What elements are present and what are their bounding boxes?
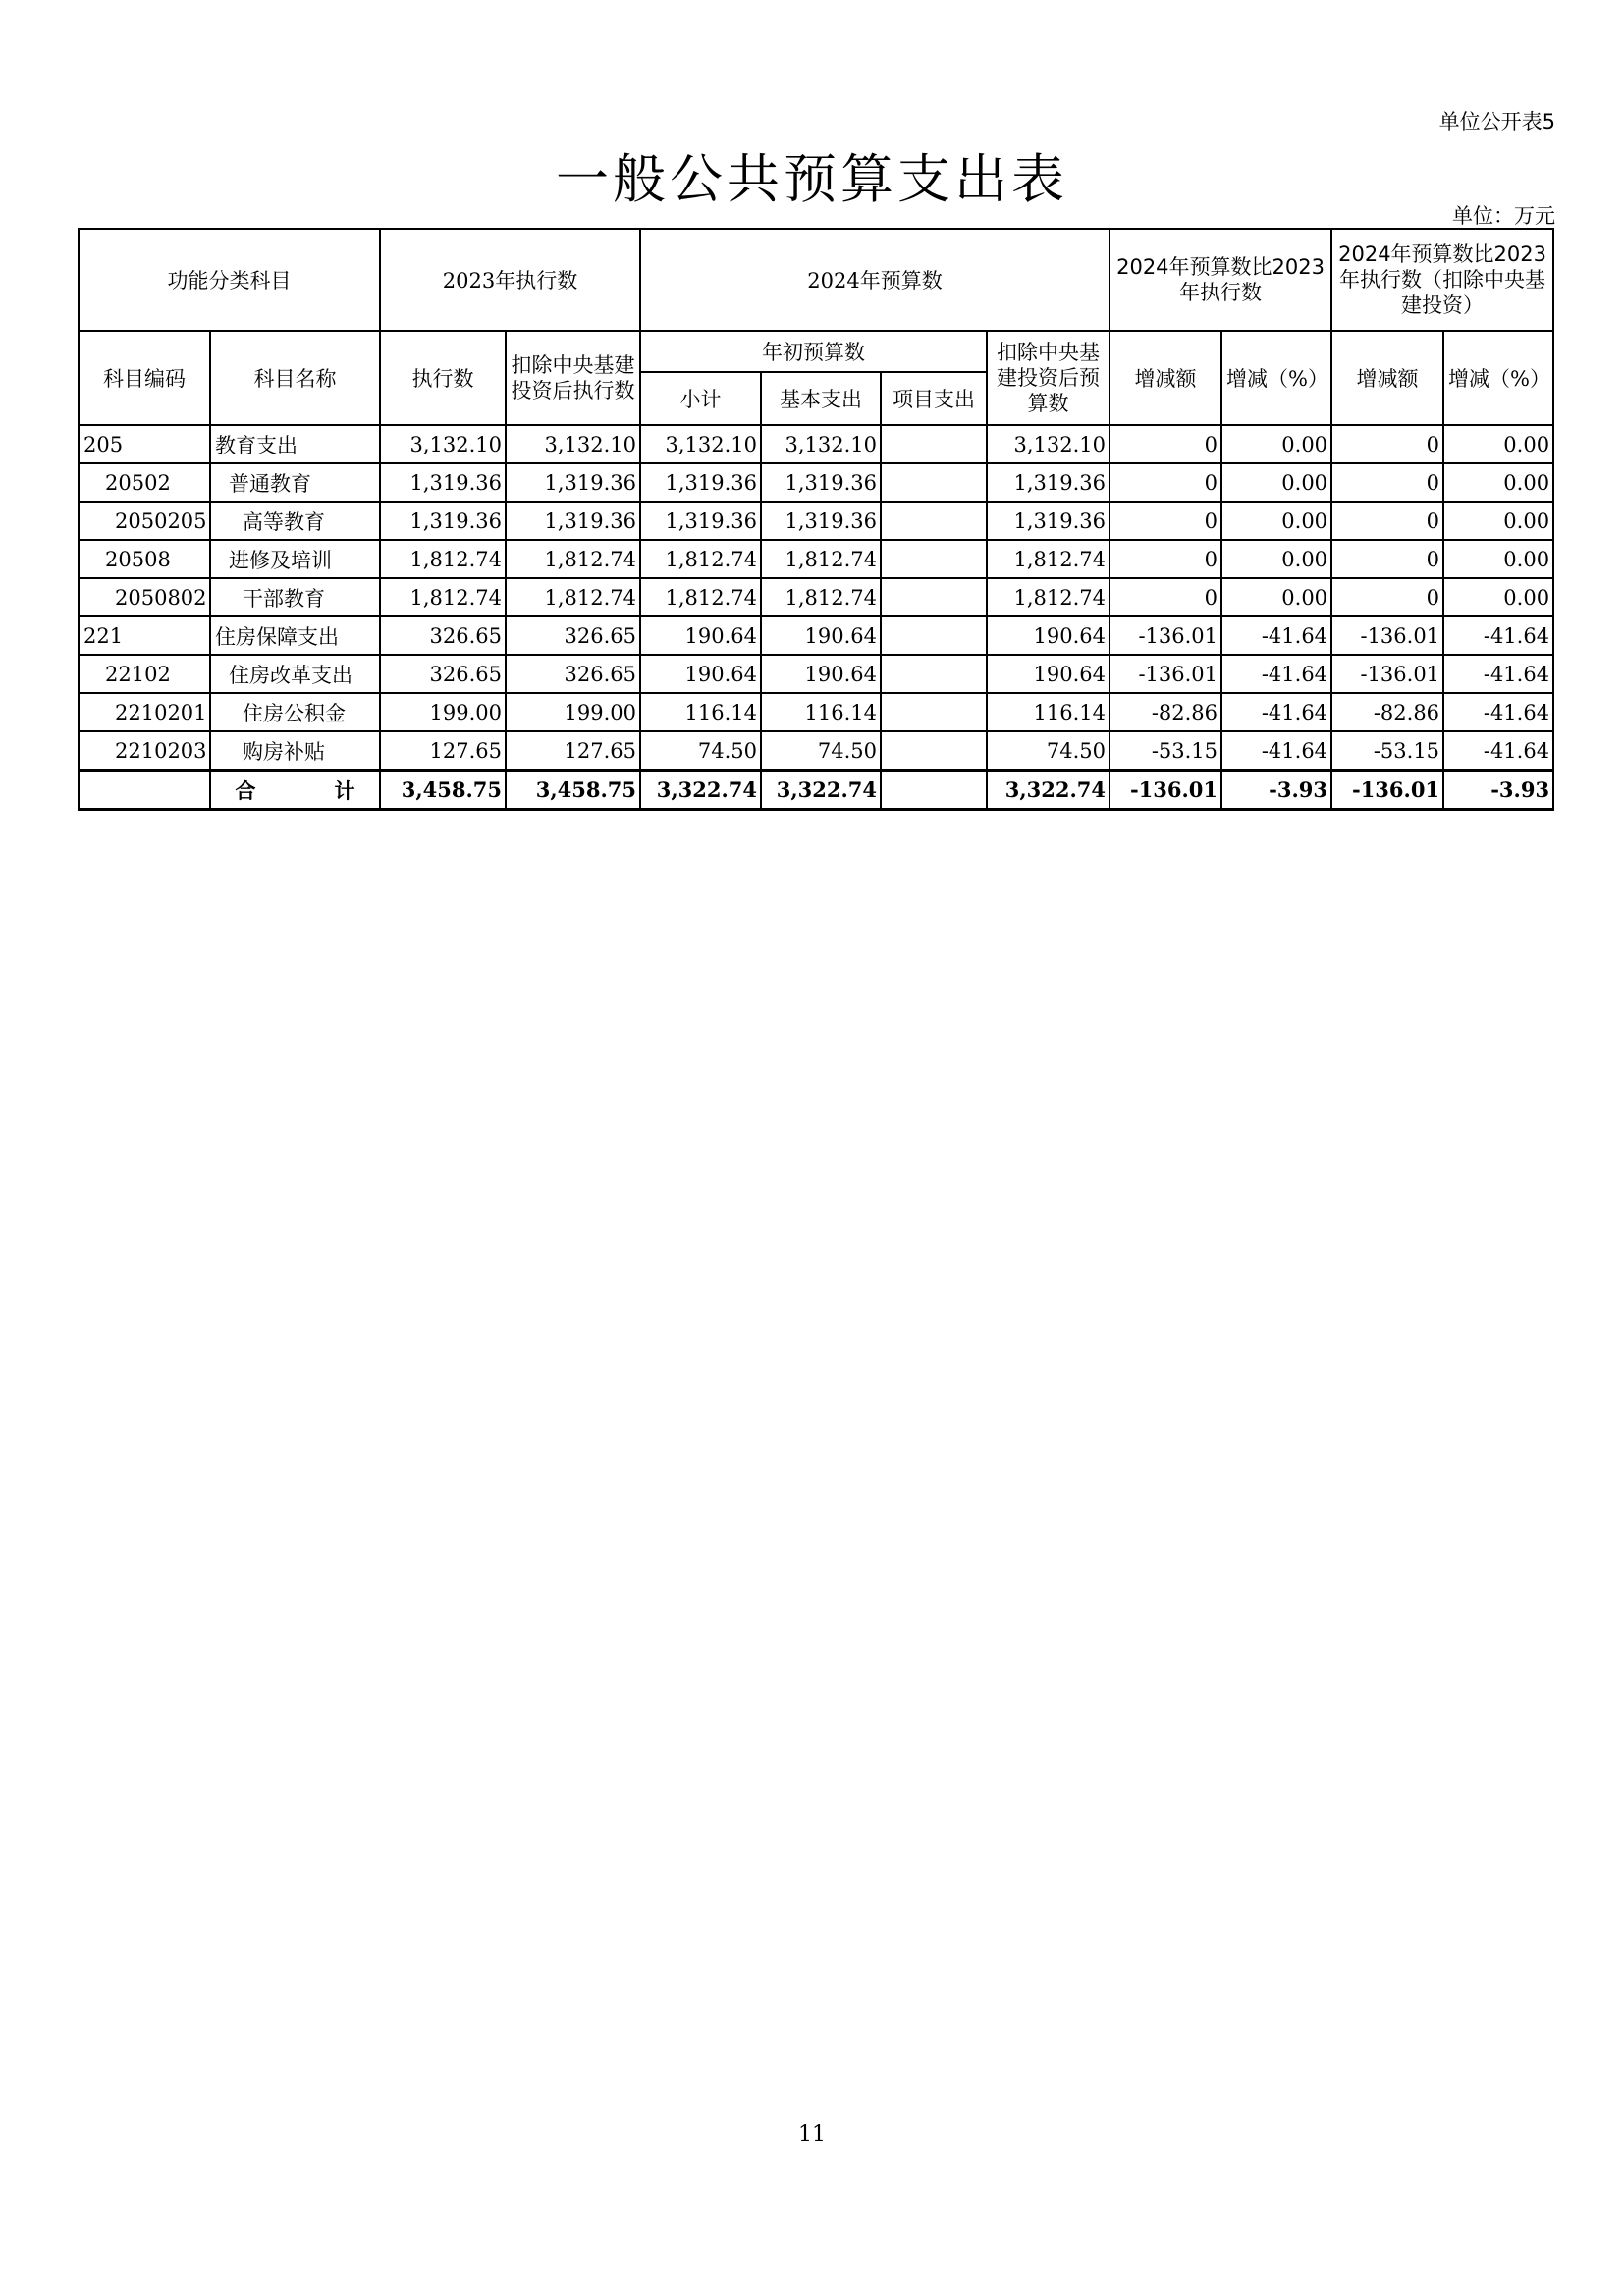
cell-chg-pct2: -41.64	[1443, 731, 1553, 771]
header-initial-budget: 年初预算数	[640, 331, 987, 372]
header-code: 科目编码	[79, 331, 210, 425]
cell-name: 普通教育	[210, 463, 380, 502]
table-row	[79, 693, 1553, 731]
total-chg-amt: -136.01	[1110, 771, 1221, 810]
cell-exec: 1,812.74	[380, 540, 506, 578]
header-func-class: 功能分类科目	[79, 229, 380, 331]
cell-chg-amt2: -136.01	[1331, 655, 1443, 693]
cell-code: 22102	[79, 655, 210, 693]
cell-chg-amt: 0	[1110, 463, 1221, 502]
cell-basic: 1,319.36	[761, 502, 881, 540]
header-exec-excl: 扣除中央基建投资后执行数	[506, 331, 640, 425]
total-chg-pct: -3.93	[1221, 771, 1331, 810]
cell-basic: 190.64	[761, 655, 881, 693]
cell-chg-amt2: -136.01	[1331, 616, 1443, 655]
cell-basic: 1,319.36	[761, 463, 881, 502]
cell-project	[881, 578, 987, 616]
total-budget-excl: 3,322.74	[987, 771, 1110, 810]
cell-chg-pct: 0.00	[1221, 578, 1331, 616]
table-row	[79, 578, 1553, 616]
cell-name: 住房改革支出	[210, 655, 380, 693]
cell-basic: 3,132.10	[761, 425, 881, 463]
budget-table	[78, 228, 1554, 811]
cell-chg-amt: -136.01	[1110, 616, 1221, 655]
cell-code: 2210203	[79, 731, 210, 771]
cell-budget-excl: 1,812.74	[987, 540, 1110, 578]
cell-code: 20508	[79, 540, 210, 578]
cell-basic: 1,812.74	[761, 578, 881, 616]
cell-chg-amt: 0	[1110, 425, 1221, 463]
cell-exec-excl: 199.00	[506, 693, 640, 731]
cell-budget-excl: 1,319.36	[987, 463, 1110, 502]
cell-chg-pct: -41.64	[1221, 655, 1331, 693]
page-number: 11	[798, 2122, 826, 2147]
cell-project	[881, 655, 987, 693]
unit-label: 单位：万元	[1452, 204, 1555, 228]
header-change-amount: 增减额	[1110, 331, 1221, 425]
header-exec: 执行数	[380, 331, 506, 425]
cell-project	[881, 693, 987, 731]
cell-chg-amt2: 0	[1331, 578, 1443, 616]
cell-exec: 326.65	[380, 655, 506, 693]
total-row	[79, 771, 1553, 810]
cell-chg-amt2: -82.86	[1331, 693, 1443, 731]
cell-chg-pct2: 0.00	[1443, 425, 1553, 463]
header-compare-exec: 2024年预算数比2023年执行数	[1110, 229, 1331, 331]
cell-project	[881, 540, 987, 578]
cell-basic: 74.50	[761, 731, 881, 771]
cell-exec-excl: 326.65	[506, 616, 640, 655]
cell-basic: 116.14	[761, 693, 881, 731]
cell-chg-amt2: 0	[1331, 540, 1443, 578]
cell-budget-excl: 1,319.36	[987, 502, 1110, 540]
cell-chg-amt2: 0	[1331, 463, 1443, 502]
cell-budget-excl: 190.64	[987, 655, 1110, 693]
cell-name: 教育支出	[210, 425, 380, 463]
cell-project	[881, 731, 987, 771]
header-project: 项目支出	[881, 372, 987, 425]
cell-subtotal: 190.64	[640, 655, 761, 693]
cell-code: 2210201	[79, 693, 210, 731]
cell-chg-pct2: 0.00	[1443, 540, 1553, 578]
cell-chg-pct2: -41.64	[1443, 655, 1553, 693]
cell-subtotal: 1,319.36	[640, 502, 761, 540]
total-label-b: 计	[334, 777, 355, 803]
total-project	[881, 771, 987, 810]
total-subtotal: 3,322.74	[640, 771, 761, 810]
cell-name: 住房公积金	[210, 693, 380, 731]
cell-chg-pct: -41.64	[1221, 616, 1331, 655]
cell-chg-amt: 0	[1110, 540, 1221, 578]
cell-code: 205	[79, 425, 210, 463]
table-row	[79, 731, 1553, 771]
header-budget-excl: 扣除中央基建投资后预算数	[987, 331, 1110, 425]
cell-basic: 190.64	[761, 616, 881, 655]
cell-code: 221	[79, 616, 210, 655]
cell-project	[881, 616, 987, 655]
cell-subtotal: 74.50	[640, 731, 761, 771]
total-basic: 3,322.74	[761, 771, 881, 810]
total-chg-amt2: -136.01	[1331, 771, 1443, 810]
cell-code: 2050205	[79, 502, 210, 540]
cell-chg-pct: 0.00	[1221, 425, 1331, 463]
cell-exec: 1,812.74	[380, 578, 506, 616]
cell-chg-pct: -41.64	[1221, 731, 1331, 771]
total-label-a: 合	[235, 777, 256, 803]
cell-chg-pct2: 0.00	[1443, 502, 1553, 540]
cell-exec-excl: 1,319.36	[506, 502, 640, 540]
cell-exec: 127.65	[380, 731, 506, 771]
cell-chg-pct2: -41.64	[1443, 693, 1553, 731]
cell-chg-amt2: -53.15	[1331, 731, 1443, 771]
cell-exec: 1,319.36	[380, 502, 506, 540]
header-exec-2023: 2023年执行数	[380, 229, 640, 331]
cell-subtotal: 190.64	[640, 616, 761, 655]
cell-budget-excl: 116.14	[987, 693, 1110, 731]
cell-subtotal: 1,812.74	[640, 578, 761, 616]
table-row	[79, 425, 1553, 463]
cell-budget-excl: 3,132.10	[987, 425, 1110, 463]
cell-basic: 1,812.74	[761, 540, 881, 578]
cell-subtotal: 1,812.74	[640, 540, 761, 578]
total-code-cell	[79, 771, 210, 810]
total-exec-excl: 3,458.75	[506, 771, 640, 810]
cell-chg-pct2: 0.00	[1443, 463, 1553, 502]
form-number: 单位公开表5	[1438, 110, 1555, 133]
cell-chg-pct: 0.00	[1221, 502, 1331, 540]
cell-name: 住房保障支出	[210, 616, 380, 655]
cell-chg-pct2: 0.00	[1443, 578, 1553, 616]
header-budget-2024: 2024年预算数	[640, 229, 1110, 331]
cell-exec-excl: 1,812.74	[506, 578, 640, 616]
cell-exec: 3,132.10	[380, 425, 506, 463]
cell-exec-excl: 127.65	[506, 731, 640, 771]
cell-exec: 1,319.36	[380, 463, 506, 502]
cell-exec: 199.00	[380, 693, 506, 731]
cell-name: 干部教育	[210, 578, 380, 616]
header-name: 科目名称	[210, 331, 380, 425]
cell-chg-pct: 0.00	[1221, 463, 1331, 502]
cell-chg-amt: -53.15	[1110, 731, 1221, 771]
cell-chg-amt: -82.86	[1110, 693, 1221, 731]
cell-project	[881, 425, 987, 463]
cell-exec-excl: 3,132.10	[506, 425, 640, 463]
cell-subtotal: 1,319.36	[640, 463, 761, 502]
cell-exec-excl: 1,319.36	[506, 463, 640, 502]
cell-chg-pct: -41.64	[1221, 693, 1331, 731]
cell-exec-excl: 1,812.74	[506, 540, 640, 578]
header-basic: 基本支出	[761, 372, 881, 425]
cell-code: 2050802	[79, 578, 210, 616]
total-chg-pct2: -3.93	[1443, 771, 1553, 810]
cell-exec-excl: 326.65	[506, 655, 640, 693]
cell-project	[881, 502, 987, 540]
cell-subtotal: 3,132.10	[640, 425, 761, 463]
cell-chg-amt2: 0	[1331, 425, 1443, 463]
page-title: 一般公共预算支出表	[556, 148, 1068, 210]
table-row	[79, 502, 1553, 540]
table-row	[79, 540, 1553, 578]
total-exec: 3,458.75	[380, 771, 506, 810]
total-label	[210, 771, 380, 810]
table-row	[79, 616, 1553, 655]
header-compare-exec-excl: 2024年预算数比2023年执行数（扣除中央基建投资）	[1331, 229, 1553, 331]
cell-name: 进修及培训	[210, 540, 380, 578]
table-row	[79, 463, 1553, 502]
cell-subtotal: 116.14	[640, 693, 761, 731]
cell-budget-excl: 1,812.74	[987, 578, 1110, 616]
cell-name: 高等教育	[210, 502, 380, 540]
cell-chg-amt: 0	[1110, 502, 1221, 540]
cell-name: 购房补贴	[210, 731, 380, 771]
table-row	[79, 655, 1553, 693]
cell-budget-excl: 74.50	[987, 731, 1110, 771]
cell-chg-amt: -136.01	[1110, 655, 1221, 693]
cell-code: 20502	[79, 463, 210, 502]
header-change-percent: 增减（%）	[1221, 331, 1331, 425]
cell-chg-amt2: 0	[1331, 502, 1443, 540]
header-subtotal: 小计	[640, 372, 761, 425]
header-change-percent-excl: 增减（%）	[1443, 331, 1553, 425]
cell-exec: 326.65	[380, 616, 506, 655]
cell-chg-amt: 0	[1110, 578, 1221, 616]
cell-chg-pct: 0.00	[1221, 540, 1331, 578]
cell-project	[881, 463, 987, 502]
cell-chg-pct2: -41.64	[1443, 616, 1553, 655]
cell-budget-excl: 190.64	[987, 616, 1110, 655]
header-change-amount-excl: 增减额	[1331, 331, 1443, 425]
